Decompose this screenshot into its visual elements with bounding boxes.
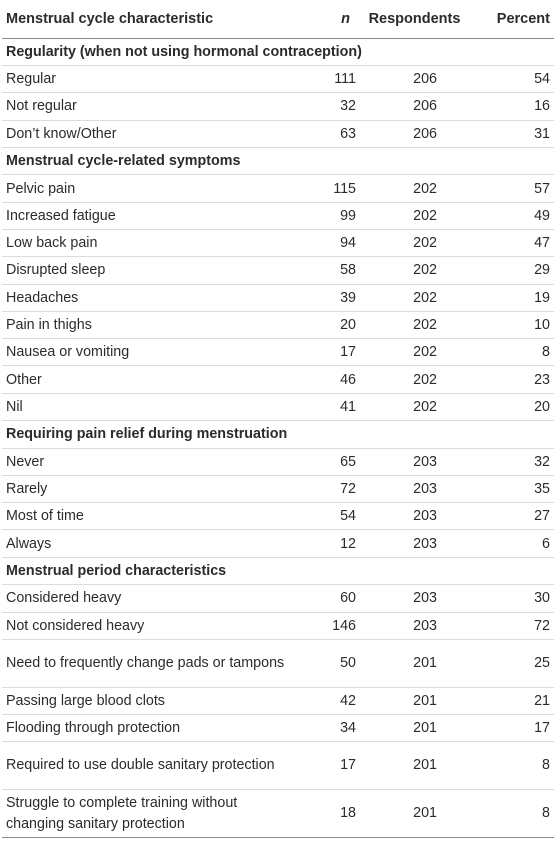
section-header-row (2, 38, 554, 66)
row-percent-value: 32 (473, 448, 554, 475)
row-label: Other (2, 366, 292, 393)
row-label: Need to frequently change pads or tampons (2, 639, 292, 687)
row-respondents-value: 202 (356, 311, 473, 338)
row-n-value: 32 (292, 93, 356, 120)
row-label: Most of time (2, 503, 292, 530)
row-respondents-value: 203 (356, 612, 473, 639)
table-row (2, 120, 554, 147)
section-title: Menstrual period characteristics (2, 557, 554, 585)
row-percent-value: 6 (473, 530, 554, 557)
table-row (2, 585, 554, 612)
table-row (2, 339, 554, 366)
row-n-value: 60 (292, 585, 356, 612)
table-row (2, 366, 554, 393)
row-percent-value: 20 (473, 393, 554, 420)
table-row (2, 687, 554, 714)
row-percent-value: 30 (473, 585, 554, 612)
table-row (2, 93, 554, 120)
row-n-value: 34 (292, 715, 356, 742)
row-percent-value: 21 (473, 687, 554, 714)
row-percent-value: 8 (473, 790, 554, 838)
row-n-value: 18 (292, 790, 356, 838)
row-percent-value: 29 (473, 257, 554, 284)
table-body (2, 38, 554, 838)
row-respondents-value: 206 (356, 120, 473, 147)
section-title: Requiring pain relief during menstruation (2, 421, 554, 449)
row-n-value: 46 (292, 366, 356, 393)
table-row (2, 175, 554, 202)
table-row (2, 715, 554, 742)
row-label: Always (2, 530, 292, 557)
section-title: Menstrual cycle-related symptoms (2, 147, 554, 175)
header-percent: Percent (473, 6, 554, 38)
row-percent-value: 19 (473, 284, 554, 311)
row-label: Not considered heavy (2, 612, 292, 639)
row-n-value: 54 (292, 503, 356, 530)
row-respondents-value: 203 (356, 448, 473, 475)
row-label: Don’t know/Other (2, 120, 292, 147)
header-respondents: Respondents (356, 6, 473, 38)
row-percent-value: 57 (473, 175, 554, 202)
row-percent-value: 25 (473, 639, 554, 687)
row-respondents-value: 202 (356, 284, 473, 311)
row-respondents-value: 201 (356, 687, 473, 714)
row-respondents-value: 202 (356, 366, 473, 393)
row-label: Struggle to complete training without changing sanitary protection (2, 790, 292, 838)
table-row (2, 475, 554, 502)
row-n-value: 99 (292, 202, 356, 229)
row-percent-value: 72 (473, 612, 554, 639)
row-n-value: 17 (292, 742, 356, 790)
row-respondents-value: 202 (356, 257, 473, 284)
row-label: Nil (2, 393, 292, 420)
table-row (2, 742, 554, 790)
row-label: Never (2, 448, 292, 475)
row-label: Disrupted sleep (2, 257, 292, 284)
section-header-row (2, 147, 554, 175)
row-label: Headaches (2, 284, 292, 311)
row-percent-value: 8 (473, 339, 554, 366)
row-label: Pelvic pain (2, 175, 292, 202)
row-respondents-value: 203 (356, 530, 473, 557)
table-row (2, 66, 554, 93)
row-label: Flooding through protection (2, 715, 292, 742)
table-row (2, 284, 554, 311)
table-row (2, 202, 554, 229)
table-row (2, 612, 554, 639)
row-respondents-value: 206 (356, 66, 473, 93)
table-row (2, 311, 554, 338)
row-percent-value: 47 (473, 229, 554, 256)
row-n-value: 111 (292, 66, 356, 93)
row-respondents-value: 202 (356, 175, 473, 202)
row-percent-value: 35 (473, 475, 554, 502)
section-header-row (2, 421, 554, 449)
row-label: Not regular (2, 93, 292, 120)
table-row (2, 229, 554, 256)
row-n-value: 39 (292, 284, 356, 311)
row-n-value: 115 (292, 175, 356, 202)
row-label: Low back pain (2, 229, 292, 256)
row-n-value: 20 (292, 311, 356, 338)
table-row (2, 448, 554, 475)
row-label: Passing large blood clots (2, 687, 292, 714)
row-percent-value: 27 (473, 503, 554, 530)
row-n-value: 58 (292, 257, 356, 284)
row-respondents-value: 206 (356, 93, 473, 120)
table-row (2, 790, 554, 838)
row-respondents-value: 202 (356, 339, 473, 366)
row-n-value: 72 (292, 475, 356, 502)
row-label: Nausea or vomiting (2, 339, 292, 366)
row-respondents-value: 202 (356, 229, 473, 256)
row-label: Regular (2, 66, 292, 93)
row-respondents-value: 201 (356, 790, 473, 838)
row-respondents-value: 202 (356, 202, 473, 229)
menstrual-characteristics-table (2, 6, 554, 838)
row-respondents-value: 201 (356, 715, 473, 742)
row-percent-value: 54 (473, 66, 554, 93)
row-respondents-value: 201 (356, 742, 473, 790)
row-percent-value: 49 (473, 202, 554, 229)
table-row (2, 530, 554, 557)
row-respondents-value: 202 (356, 393, 473, 420)
row-n-value: 63 (292, 120, 356, 147)
row-respondents-value: 201 (356, 639, 473, 687)
row-percent-value: 23 (473, 366, 554, 393)
header-n: n (292, 6, 356, 38)
header-characteristic: Menstrual cycle characteristic (2, 6, 292, 38)
row-n-value: 50 (292, 639, 356, 687)
row-n-value: 41 (292, 393, 356, 420)
row-percent-value: 17 (473, 715, 554, 742)
row-n-value: 17 (292, 339, 356, 366)
row-n-value: 65 (292, 448, 356, 475)
row-percent-value: 16 (473, 93, 554, 120)
row-n-value: 94 (292, 229, 356, 256)
row-label: Increased fatigue (2, 202, 292, 229)
table-row (2, 257, 554, 284)
row-respondents-value: 203 (356, 585, 473, 612)
header-row (2, 6, 554, 38)
table-row (2, 393, 554, 420)
row-percent-value: 8 (473, 742, 554, 790)
row-percent-value: 10 (473, 311, 554, 338)
row-n-value: 42 (292, 687, 356, 714)
table-row (2, 503, 554, 530)
row-label: Considered heavy (2, 585, 292, 612)
table-row (2, 639, 554, 687)
row-percent-value: 31 (473, 120, 554, 147)
row-label: Pain in thighs (2, 311, 292, 338)
row-label: Rarely (2, 475, 292, 502)
section-header-row (2, 557, 554, 585)
row-label: Required to use double sanitary protection (2, 742, 292, 790)
section-title: Regularity (when not using hormonal contraception) (6, 43, 362, 60)
row-n-value: 146 (292, 612, 356, 639)
row-respondents-value: 203 (356, 475, 473, 502)
row-n-value: 12 (292, 530, 356, 557)
table-header (2, 6, 554, 38)
row-respondents-value: 203 (356, 503, 473, 530)
